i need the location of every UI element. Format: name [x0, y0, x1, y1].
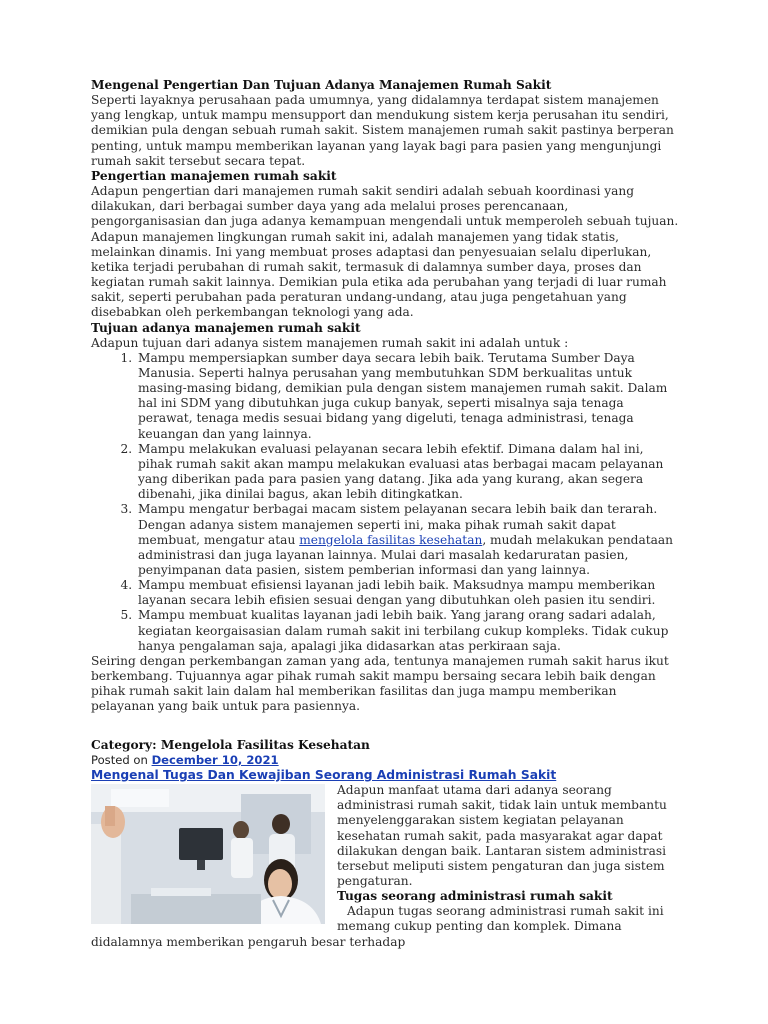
posted-line [91, 753, 681, 768]
goals-list [91, 351, 681, 654]
list-item-text: Mampu melakukan evaluasi pelayanan secara lebih efektif. Dimana dalam hal ini, pihak rumah sakit akan mampu melakukan evaluasi atas berbagai macam pelayanan yang diberikan pada para pasien yang datang. Jika ada yang kurang, akan segera dibenahi, jika dinilai bagus, akan lebih ditingkatkan. [138, 441, 664, 502]
post-date-link[interactable]: December 10, 2021 [151, 752, 279, 767]
article-paragraph: Adapun manfaat utama dari adanya seorang administrasi rumah sakit, tidak lain untuk membantu menyelenggarakan sistem kegiatan pelayanan kesehatan rumah sakit, pada masyarakat agar dapat dilakukan dengan baik. Lantaran sistem administrasi tersebut meliputi sistem pengaturan dan juga sistem pengaturan. [337, 783, 667, 888]
hospital-photo-illustration [91, 784, 325, 924]
intro-paragraph: Seperti layaknya perusahaan pada umumnya, yang didalamnya terdapat sistem manajemen yang lengkap, untuk mampu mensupport dan mendukung sistem kerja perusahan itu sendiri, demikian pula dengan sebuah rumah sakit. Sistem manajemen rumah sakit pastinya berperan penting, untuk mampu memberikan layanan yang layak bagi para pasien yang mengunjungi rumah sakit tersebut secara tepat. [91, 93, 674, 168]
paragraph: Adapun pengertian dari manajemen rumah sakit sendiri adalah sebuah koordinasi yang dilakukan, dari berbagai sumber daya yang ada melalui proses perencanaan, pengorganisasian dan juga adanya kemampuan mengendali untuk memperoleh sebuah tujuan. [91, 184, 679, 229]
list-item [136, 351, 681, 442]
list-item-text: , mudah melakukan pendataan administrasi dan juga layanan lainnya. Mulai dari masalah kedaruratan pasien, penyimpanan data pasien, sistem pemberian informasi dan yang lainnya. [138, 532, 674, 577]
list-item [136, 578, 681, 608]
section-title: Mengenal Pengertian Dan Tujuan Adanya Manajemen Rumah Sakit [91, 78, 552, 92]
article-body [91, 783, 681, 950]
posted-prefix: Posted on [91, 752, 152, 767]
hospital-photo [91, 784, 325, 924]
list-item [136, 608, 681, 653]
section-title: Pengertian manajemen rumah sakit [91, 168, 337, 183]
list-item [136, 502, 681, 578]
article-paragraph-text: Adapun tugas seorang administrasi rumah sakit ini memang cukup penting dan komplek. Dimana didalamnya memberikan pengaruh besar terhadap [91, 904, 664, 949]
article-title [91, 768, 681, 783]
section-title: Tujuan adanya manajemen rumah sakit [91, 320, 361, 335]
document-page [91, 78, 681, 950]
list-item-text: Mampu membuat kualitas layanan jadi lebih baik. Yang jarang orang sadari adalah, kegiatan keorgaisasian dalam rumah sakit ini terbilang cukup kompleks. Tidak cukup hanya pengalaman saja, apalagi jika didasarkan atas perkiraan saja. [138, 608, 669, 653]
fasilitas-kesehatan-link[interactable]: mengelola fasilitas kesehatan [299, 532, 483, 547]
paragraph: Adapun tujuan dari adanya sistem manajemen rumah sakit ini adalah untuk : [91, 335, 569, 350]
list-item-text: Mampu mempersiapkan sumber daya secara lebih baik. Terutama Sumber Daya Manusia. Seperti halnya perusahan yang membutuhkan SDM berkualitas untuk masing-masing bidang, demikian pula dengan sistem manajemen rumah sakit. Dalam hal ini SDM yang dibutuhkan juga cukup banyak, seperti misalnya saja tenaga perawat, tenaga medis sesuai bidang yang digeluti, tenaga administrasi, tenaga keuangan dan yang lainnya. [138, 350, 668, 441]
paragraph: Seiring dengan perkembangan zaman yang ada, tentunya manajemen rumah sakit harus ikut berkembang. Tujuannya agar pihak rumah sakit mampu bersaing secara lebih baik dengan pihak rumah sakit lain dalam hal memberikan fasilitas dan juga mampu memberikan pelayanan yang baik untuk para pasiennya. [91, 653, 669, 714]
list-item-text: Mampu membuat efisiensi layanan jadi lebih baik. Maksudnya mampu memberikan layanan secara lebih efisien sesuai dengan yang dibutuhkan oleh pasien itu sendiri. [138, 578, 656, 608]
category-label: Category: Mengelola Fasilitas Kesehatan [91, 737, 370, 752]
spacer [91, 715, 681, 738]
article-subtitle: Tugas seorang administrasi rumah sakit [337, 889, 613, 904]
list-item [136, 442, 681, 503]
article-title-link[interactable]: Mengenal Tugas Dan Kewajiban Seorang Administrasi Rumah Sakit [91, 767, 557, 782]
list-item-text: Mampu mengatur berbagai macam sistem pelayanan secara lebih baik dan terarah. Dengan adanya sistem manajemen seperti ini, maka pihak rumah sakit dapat membuat, mengatur atau [138, 502, 658, 547]
paragraph: Adapun manajemen lingkungan rumah sakit ini, adalah manajemen yang tidak statis, melainkan dinamis. Ini yang membuat proses adaptasi dan penyesuaian selalu diperlukan, ketika terjadi perubahan di rumah sakit, termasuk di dalamnya sumber daya, proses dan kegiatan rumah sakit lainnya. Demikian pula etika ada perubahan yang terjadi di luar rumah sakit, seperti perubahan pada peraturan undang-undang, atau juga pengetahuan yang disebabkan oleh perkembangan teknologi yang ada. [91, 229, 667, 320]
